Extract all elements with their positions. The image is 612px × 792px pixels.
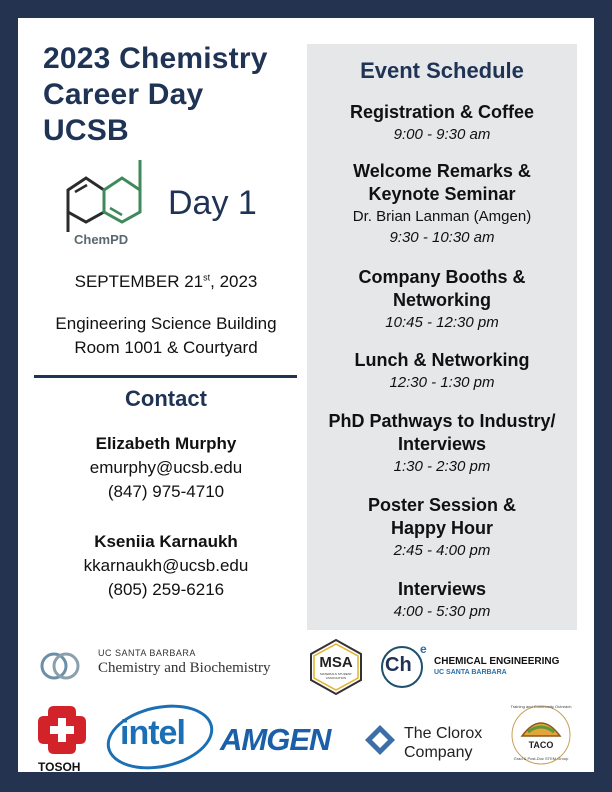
schedule-item-title: Keynote Seminar — [368, 184, 516, 204]
schedule-item-speaker: Dr. Brian Lanman (Amgen) — [352, 208, 532, 225]
contact-name: Kseniia Karnaukh — [94, 532, 238, 551]
divider — [34, 375, 297, 378]
event-schedule-panel — [307, 44, 577, 630]
location-line-1: Engineering Science Building — [55, 314, 277, 333]
taco-arc-top: Training and Community Outreach — [510, 704, 572, 709]
msa-subtext: MATERIALS STUDENT ASSOCIATION — [320, 672, 352, 680]
amgen-text: AMGEN — [220, 722, 331, 757]
schedule-item — [307, 349, 577, 393]
msa-text: MSA — [319, 654, 353, 671]
schedule-item-title: Company Booths & — [358, 267, 526, 287]
event-date — [18, 272, 314, 292]
schedule-item-time: 10:45 - 12:30 pm — [385, 314, 499, 331]
taco-arc-bottom: Grad & Post-Doc STEM Group — [513, 756, 569, 761]
schedule-item-time: 9:30 - 10:30 am — [389, 229, 495, 246]
clorox-line-1: The Clorox — [404, 725, 483, 742]
contact-phone[interactable]: (805) 259-6216 — [107, 580, 225, 599]
che-superscript: e — [420, 642, 427, 656]
schedule-item-title: PhD Pathways to Industry/ — [328, 411, 556, 431]
che-title: CHEMICAL ENGINEERING — [434, 656, 560, 667]
ucsb-chemistry-logo-icon — [40, 648, 80, 684]
clorox-text — [404, 724, 482, 762]
title-line-1: 2023 Chemistry — [43, 42, 268, 75]
contact-email[interactable]: emurphy@ucsb.edu — [89, 458, 243, 477]
tosoh-text: TOSOH — [38, 760, 81, 774]
schedule-item-time: 2:45 - 4:00 pm — [393, 542, 491, 559]
clorox-diamond-icon — [364, 724, 396, 756]
location-line-2: Room 1001 & Courtyard — [74, 338, 258, 357]
chempd-molecule-icon — [66, 156, 158, 234]
contact-person-2 — [18, 530, 314, 602]
schedule-item — [307, 160, 577, 248]
date-suffix: st — [203, 272, 211, 283]
day-label: Day 1 — [168, 184, 257, 222]
schedule-item-title: Registration & Coffee — [349, 102, 535, 122]
title-line-2: Career Day — [43, 78, 204, 111]
che-subtitle: UC SANTA BARBARA — [434, 669, 507, 676]
chempd-logo-text: ChemPD — [74, 232, 129, 247]
title-line-3: UCSB — [43, 114, 129, 147]
contact-phone[interactable]: (847) 975-4710 — [107, 482, 225, 501]
taco-text: TACO — [528, 740, 554, 750]
date-year: , 2023 — [210, 272, 258, 291]
clorox-line-2: Company — [404, 744, 473, 761]
contact-name: Elizabeth Murphy — [95, 434, 237, 453]
schedule-item-title: Interviews — [397, 434, 487, 454]
schedule-item-time: 4:00 - 5:30 pm — [393, 603, 491, 620]
flyer-page — [18, 18, 594, 772]
event-location — [18, 312, 314, 360]
contact-email[interactable]: kkarnaukh@ucsb.edu — [83, 556, 249, 575]
schedule-item-time: 9:00 - 9:30 am — [393, 126, 491, 143]
schedule-item-title: Lunch & Networking — [354, 350, 530, 370]
intel-text: intel — [120, 714, 185, 752]
page-title — [43, 41, 268, 149]
schedule-item-time: 12:30 - 1:30 pm — [389, 374, 495, 391]
schedule-item — [307, 101, 577, 145]
ucsb-label: UC SANTA BARBARA — [98, 648, 196, 658]
schedule-item — [307, 410, 577, 477]
sponsor-logos — [18, 634, 594, 772]
schedule-item — [307, 266, 577, 333]
contact-person-1 — [18, 432, 314, 504]
schedule-item-title: Poster Session & — [367, 495, 517, 515]
ucsb-department: Chemistry and Biochemistry — [98, 660, 271, 676]
schedule-heading: Event Schedule — [360, 58, 524, 83]
schedule-item-title: Networking — [392, 290, 491, 310]
contact-heading: Contact — [125, 386, 207, 411]
che-symbol: Ch — [385, 654, 412, 676]
schedule-item — [307, 578, 577, 622]
schedule-item-title: Welcome Remarks & — [353, 161, 531, 181]
schedule-item-title: Interviews — [397, 579, 487, 599]
schedule-item — [307, 494, 577, 561]
schedule-item-title: Happy Hour — [390, 518, 493, 538]
date-main: SEPTEMBER 21 — [74, 272, 204, 291]
tosoh-cross-icon — [36, 704, 88, 756]
schedule-item-time: 1:30 - 2:30 pm — [393, 458, 491, 475]
